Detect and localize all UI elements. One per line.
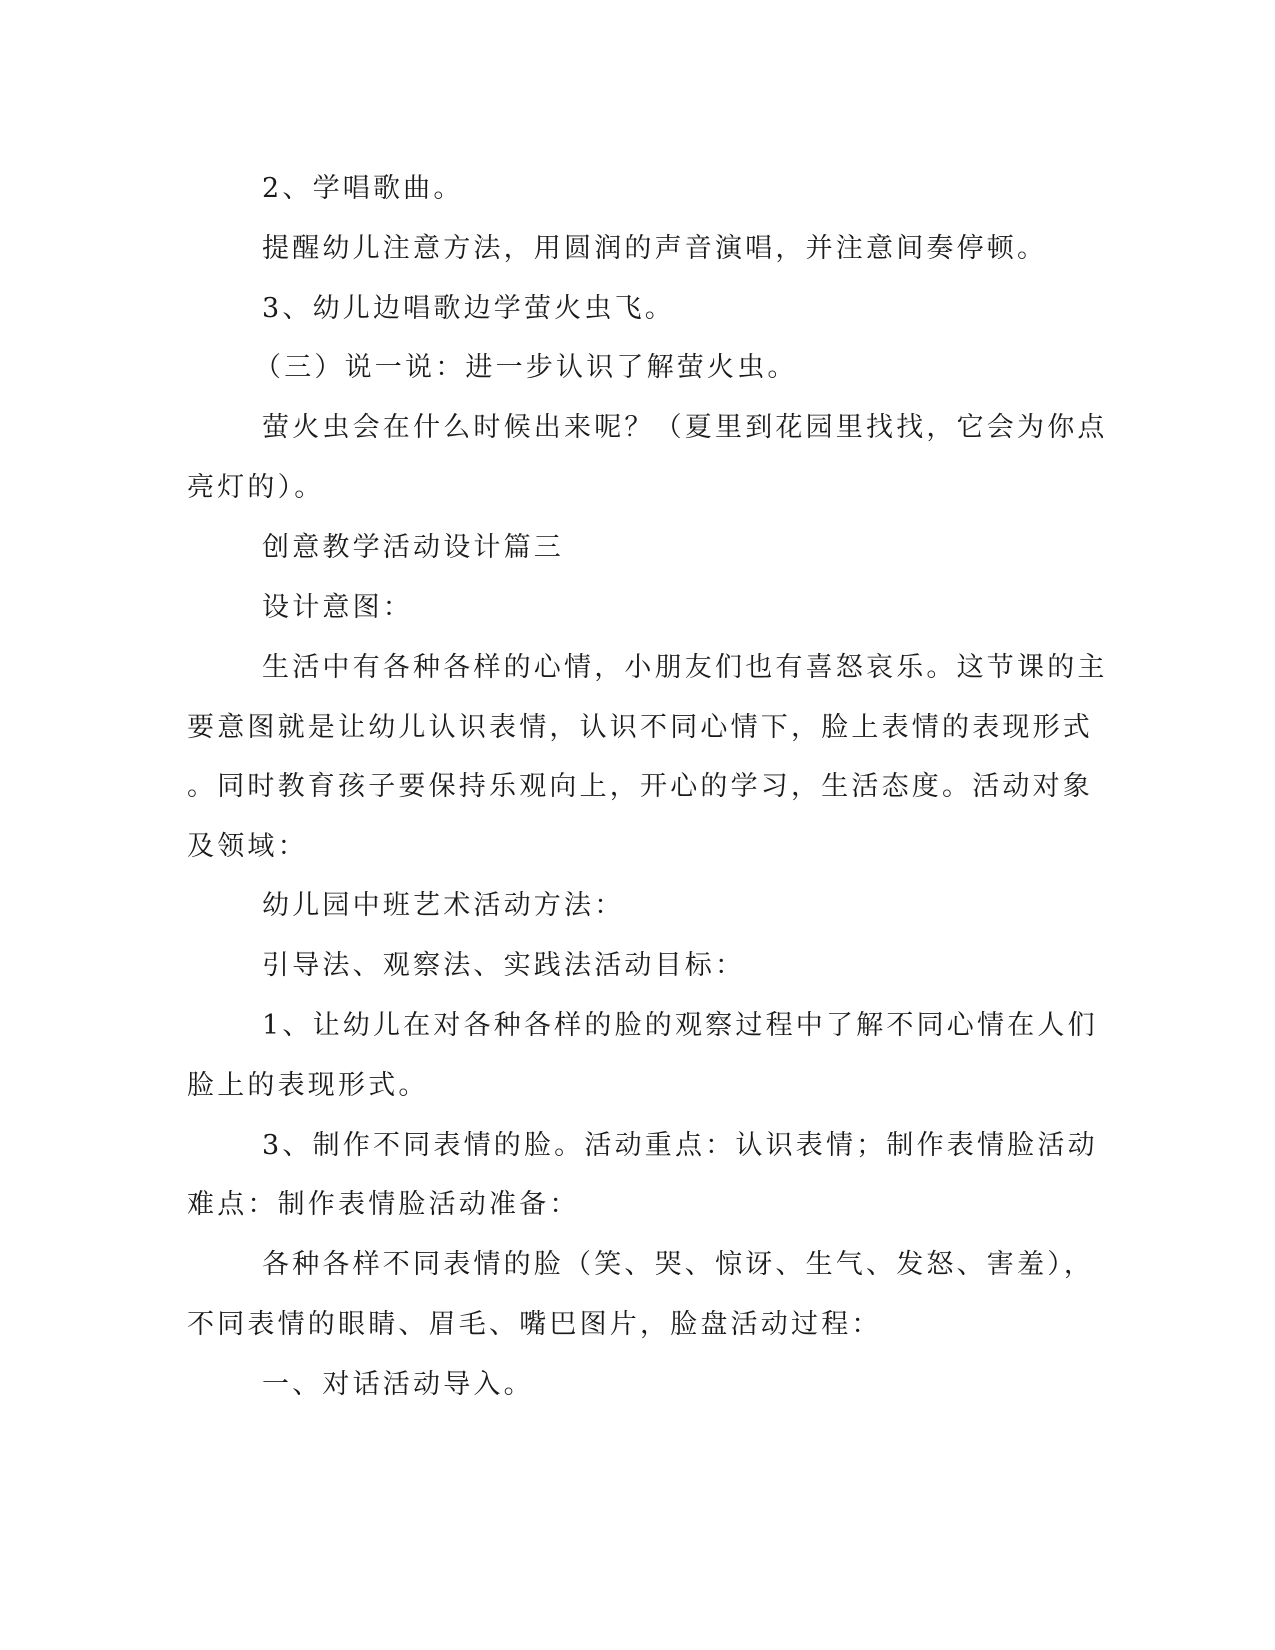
design-intent-heading: 设计意图： (262, 592, 413, 623)
text-line-1: 2、学唱歌曲。 (262, 173, 464, 204)
subsection-heading: （三）说一说：进一步认识了解萤火虫。 (254, 352, 798, 383)
text-line-16: 脸上的表现形式。 (187, 1070, 429, 1101)
text-line-20: 不同表情的眼睛、眉毛、嘴巴图片，脸盘活动过程： (187, 1309, 882, 1340)
text-line-3: 3、幼儿边唱歌边学萤火虫飞。 (262, 293, 675, 324)
text-line-2: 提醒幼儿注意方法，用圆润的声音演唱，并注意间奏停顿。 (262, 233, 1048, 264)
text-line-15: 1、让幼儿在对各种各样的脸的观察过程中了解不同心情在人们 (262, 1010, 1098, 1041)
text-line-10: 要意图就是让幼儿认识表情，认识不同心情下，脸上表情的表现形式 (187, 712, 1093, 743)
text-line-6: 亮灯的）。 (187, 472, 325, 503)
text-line-19: 各种各样不同表情的脸（笑、哭、惊讶、生气、发怒、害羞）， (262, 1249, 1095, 1280)
text-line-12: 及领域： (187, 831, 308, 862)
text-line-18: 难点：制作表情脸活动准备： (187, 1189, 580, 1220)
section-title: 创意教学活动设计篇三 (262, 532, 564, 563)
text-line-9: 生活中有各种各样的心情，小朋友们也有喜怒哀乐。这节课的主 (262, 652, 1108, 683)
text-line-14: 引导法、观察法、实践法活动目标： (262, 950, 746, 981)
text-line-5: 萤火虫会在什么时候出来呢？（夏里到花园里找找，它会为你点 (262, 412, 1108, 443)
text-line-13: 幼儿园中班艺术活动方法： (262, 890, 625, 921)
text-line-21: 一、对话活动导入。 (262, 1369, 534, 1400)
text-line-17: 3、制作不同表情的脸。活动重点：认识表情；制作表情脸活动 (262, 1130, 1098, 1161)
text-line-11: 。同时教育孩子要保持乐观向上，开心的学习，生活态度。活动对象 (187, 771, 1093, 802)
